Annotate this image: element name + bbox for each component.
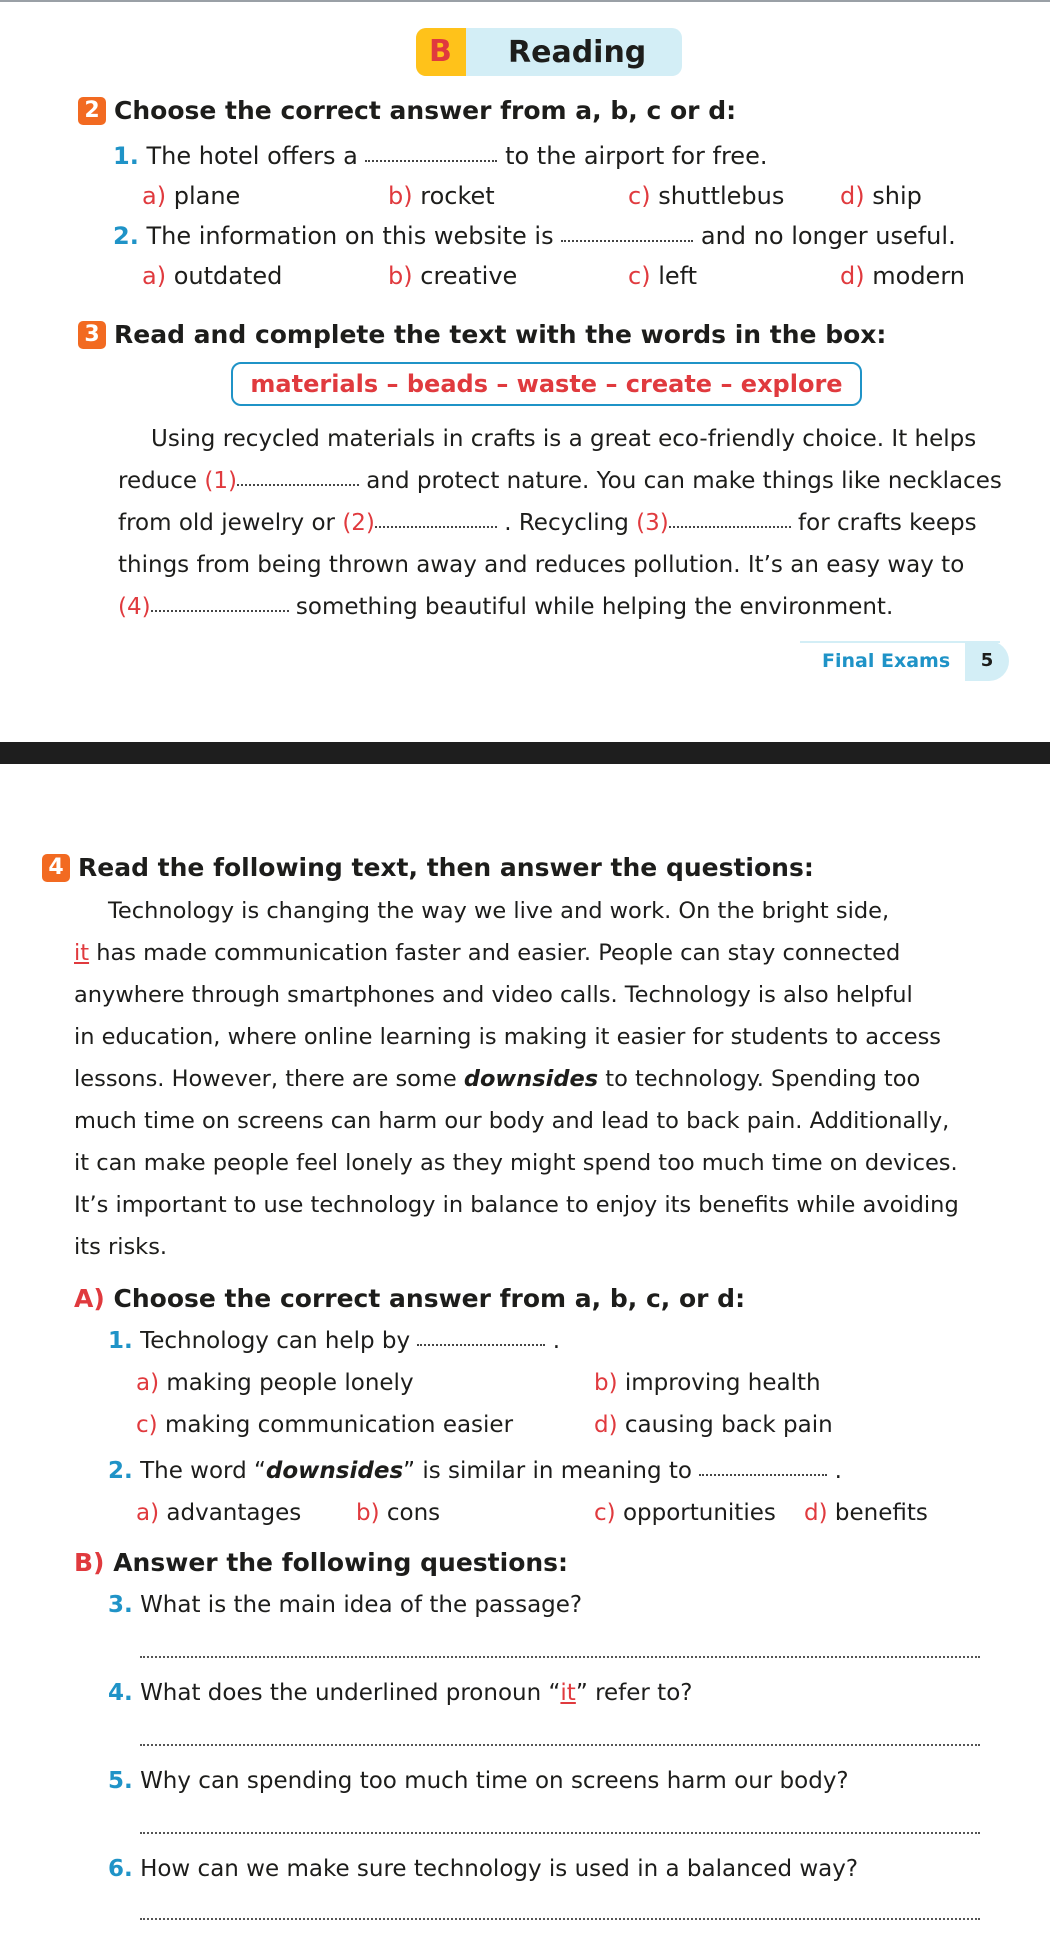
text-fragment: . Recycling [504, 510, 629, 536]
option-letter: c) [628, 182, 651, 210]
blank-number: (2) [342, 510, 375, 536]
option-a[interactable] [136, 1370, 414, 1396]
section-2-number: 2 [78, 97, 106, 125]
option-letter: a) [142, 262, 167, 290]
question-4-5 [108, 1768, 849, 1794]
question-text: How can we make sure technology is used in a balanced way? [140, 1856, 859, 1882]
option-letter: d) [594, 1412, 618, 1438]
footer-label: Final Exams [822, 650, 951, 672]
option-letter: d) [840, 182, 865, 210]
option-letter: c) [136, 1412, 158, 1438]
passage-line: Technology is changing the way we live and work. On the bright side, [108, 898, 890, 924]
part-title: Answer the following questions: [113, 1548, 569, 1577]
option-a[interactable] [142, 262, 282, 290]
question-text: . [552, 1328, 561, 1354]
text-fragment: and protect nature. You can make things like necklaces [366, 468, 1002, 494]
option-letter: b) [388, 262, 413, 290]
option-text: causing back pain [624, 1412, 833, 1438]
option-letter: c) [594, 1500, 616, 1526]
option-text: opportunities [622, 1500, 776, 1526]
option-letter: a) [136, 1500, 160, 1526]
option-b[interactable] [388, 182, 495, 210]
passage-line: anywhere through smartphones and video calls. Technology is also helpful [74, 982, 913, 1008]
option-b[interactable] [356, 1500, 440, 1526]
blank-number: (3) [636, 510, 669, 536]
passage-fragment: to technology. Spending too [605, 1066, 921, 1092]
passage-fragment: has made communication faster and easier. People can stay connected [96, 940, 901, 966]
section-2-heading [78, 96, 736, 125]
text-line: Using recycled materials in crafts is a great eco-friendly choice. It helps [151, 426, 977, 452]
question-2-1 [113, 142, 767, 170]
answer-blank[interactable] [699, 1456, 827, 1476]
part-b-heading [74, 1548, 568, 1577]
question-number: 1. [108, 1328, 133, 1354]
option-a[interactable] [136, 1500, 301, 1526]
part-title: Choose the correct answer from a, b, c, or d: [113, 1284, 746, 1313]
question-text: What does the underlined pronoun “ [140, 1680, 561, 1706]
completion-text [118, 418, 1016, 628]
option-text: making communication easier [164, 1412, 514, 1438]
word-box: materials – beads – waste – create – explore [231, 362, 862, 406]
page-divider [0, 742, 1050, 764]
option-d[interactable] [840, 262, 965, 290]
option-letter: b) [388, 182, 413, 210]
question-number: 2. [108, 1458, 133, 1484]
option-text: shuttlebus [658, 182, 785, 210]
option-letter: a) [136, 1370, 160, 1396]
section-3-title: Read and complete the text with the words in the box: [114, 320, 887, 349]
option-a[interactable] [142, 182, 240, 210]
answer-blank[interactable] [151, 592, 289, 612]
answer-blank[interactable] [561, 222, 693, 242]
answer-blank[interactable] [375, 508, 497, 528]
option-text: improving health [624, 1370, 821, 1396]
text-line [118, 502, 1016, 544]
text-fragment: something beautiful while helping the environment. [295, 594, 894, 620]
section-4-heading [42, 853, 814, 882]
underlined-pronoun: it [560, 1680, 576, 1706]
answer-line[interactable] [140, 1742, 980, 1746]
question-text: and no longer useful. [700, 222, 956, 250]
option-d[interactable] [594, 1412, 833, 1438]
section-3-heading [78, 320, 886, 349]
question-number: 3. [108, 1592, 133, 1618]
emphasized-word: downsides [265, 1458, 404, 1484]
passage-line [74, 932, 986, 974]
question-number: 2. [113, 222, 139, 250]
passage-line: its risks. [74, 1234, 168, 1260]
question-4-3 [108, 1592, 582, 1618]
text-line: things from being thrown away and reduces pollution. It’s an easy way to [118, 552, 965, 578]
section-4-title: Read the following text, then answer the questions: [78, 853, 814, 882]
question-text: What is the main idea of the passage? [140, 1592, 583, 1618]
underlined-pronoun: it [74, 940, 90, 966]
question-text: Why can spending too much time on screens harm our body? [140, 1768, 849, 1794]
question-4-2 [108, 1456, 842, 1484]
reading-header [416, 28, 682, 76]
option-d[interactable] [804, 1500, 928, 1526]
question-text: The hotel offers a [146, 142, 358, 170]
option-c[interactable] [136, 1412, 513, 1438]
section-4-number: 4 [42, 854, 70, 882]
answer-blank[interactable] [417, 1326, 545, 1346]
option-text: advantages [166, 1500, 302, 1526]
option-d[interactable] [840, 182, 922, 210]
answer-line[interactable] [140, 1830, 980, 1834]
question-number: 1. [113, 142, 139, 170]
text-fragment: for crafts keeps [798, 510, 977, 536]
option-c[interactable] [594, 1500, 776, 1526]
option-b[interactable] [388, 262, 517, 290]
passage-line: much time on screens can harm our body and lead to back pain. Additionally, [74, 1108, 950, 1134]
question-text: Technology can help by [140, 1328, 411, 1354]
option-text: modern [872, 262, 965, 290]
option-letter: a) [142, 182, 167, 210]
option-text: plane [173, 182, 241, 210]
passage-line: in education, where online learning is making it easier for students to access [74, 1024, 942, 1050]
option-text: rocket [420, 182, 495, 210]
passage-fragment: lessons. However, there are some [74, 1066, 457, 1092]
option-text: left [658, 262, 698, 290]
question-text: . [834, 1458, 842, 1484]
answer-blank[interactable] [669, 508, 791, 528]
passage-line [74, 1058, 986, 1100]
option-c[interactable] [628, 262, 697, 290]
part-label: A) [74, 1284, 105, 1313]
question-text: to the airport for free. [505, 142, 768, 170]
section-3-number: 3 [78, 321, 106, 349]
question-text: ” refer to? [575, 1680, 693, 1706]
option-c[interactable] [628, 182, 784, 210]
option-letter: c) [628, 262, 651, 290]
text-line [118, 460, 1016, 502]
section-2-title: Choose the correct answer from a, b, c or d: [114, 96, 737, 125]
page-footer [800, 638, 1010, 684]
option-letter: b) [594, 1370, 618, 1396]
text-fragment: from old jewelry or [118, 510, 336, 536]
part-a-heading [74, 1284, 745, 1313]
question-2-2 [113, 222, 956, 250]
option-text: cons [386, 1500, 441, 1526]
question-4-4 [108, 1680, 692, 1706]
blank-number: (4) [118, 594, 151, 620]
question-text: ” is similar in meaning to [403, 1458, 692, 1484]
option-text: outdated [173, 262, 283, 290]
page-title: Reading [508, 35, 647, 70]
answer-line[interactable] [140, 1654, 980, 1658]
option-letter: d) [840, 262, 865, 290]
text-fragment: reduce [118, 468, 198, 494]
answer-blank[interactable] [237, 466, 359, 486]
option-letter: d) [804, 1500, 828, 1526]
top-border [0, 0, 1050, 2]
question-4-6 [108, 1856, 858, 1882]
passage-line: it can make people feel lonely as they might spend too much time on devices. [74, 1150, 958, 1176]
option-b[interactable] [594, 1370, 821, 1396]
answer-line[interactable] [140, 1916, 980, 1920]
question-number: 4. [108, 1680, 133, 1706]
question-number: 6. [108, 1856, 133, 1882]
part-label: B) [74, 1548, 105, 1577]
reading-passage [74, 890, 986, 1268]
section-letter-badge [416, 28, 466, 76]
option-text: creative [420, 262, 518, 290]
answer-blank[interactable] [365, 142, 497, 162]
question-text: The information on this website is [146, 222, 554, 250]
question-number: 5. [108, 1768, 133, 1794]
section-letter: B [429, 34, 452, 69]
question-4-1 [108, 1326, 560, 1354]
option-text: benefits [834, 1500, 928, 1526]
option-text: ship [872, 182, 922, 210]
passage-line: It’s important to use technology in balance to enjoy its benefits while avoiding [74, 1192, 959, 1218]
option-letter: b) [356, 1500, 380, 1526]
text-line [118, 586, 1016, 628]
page-number: 5 [965, 641, 1009, 681]
option-text: making people lonely [166, 1370, 414, 1396]
blank-number: (1) [204, 468, 237, 494]
emphasized-word: downsides [463, 1066, 599, 1092]
question-text: The word “ [140, 1458, 266, 1484]
